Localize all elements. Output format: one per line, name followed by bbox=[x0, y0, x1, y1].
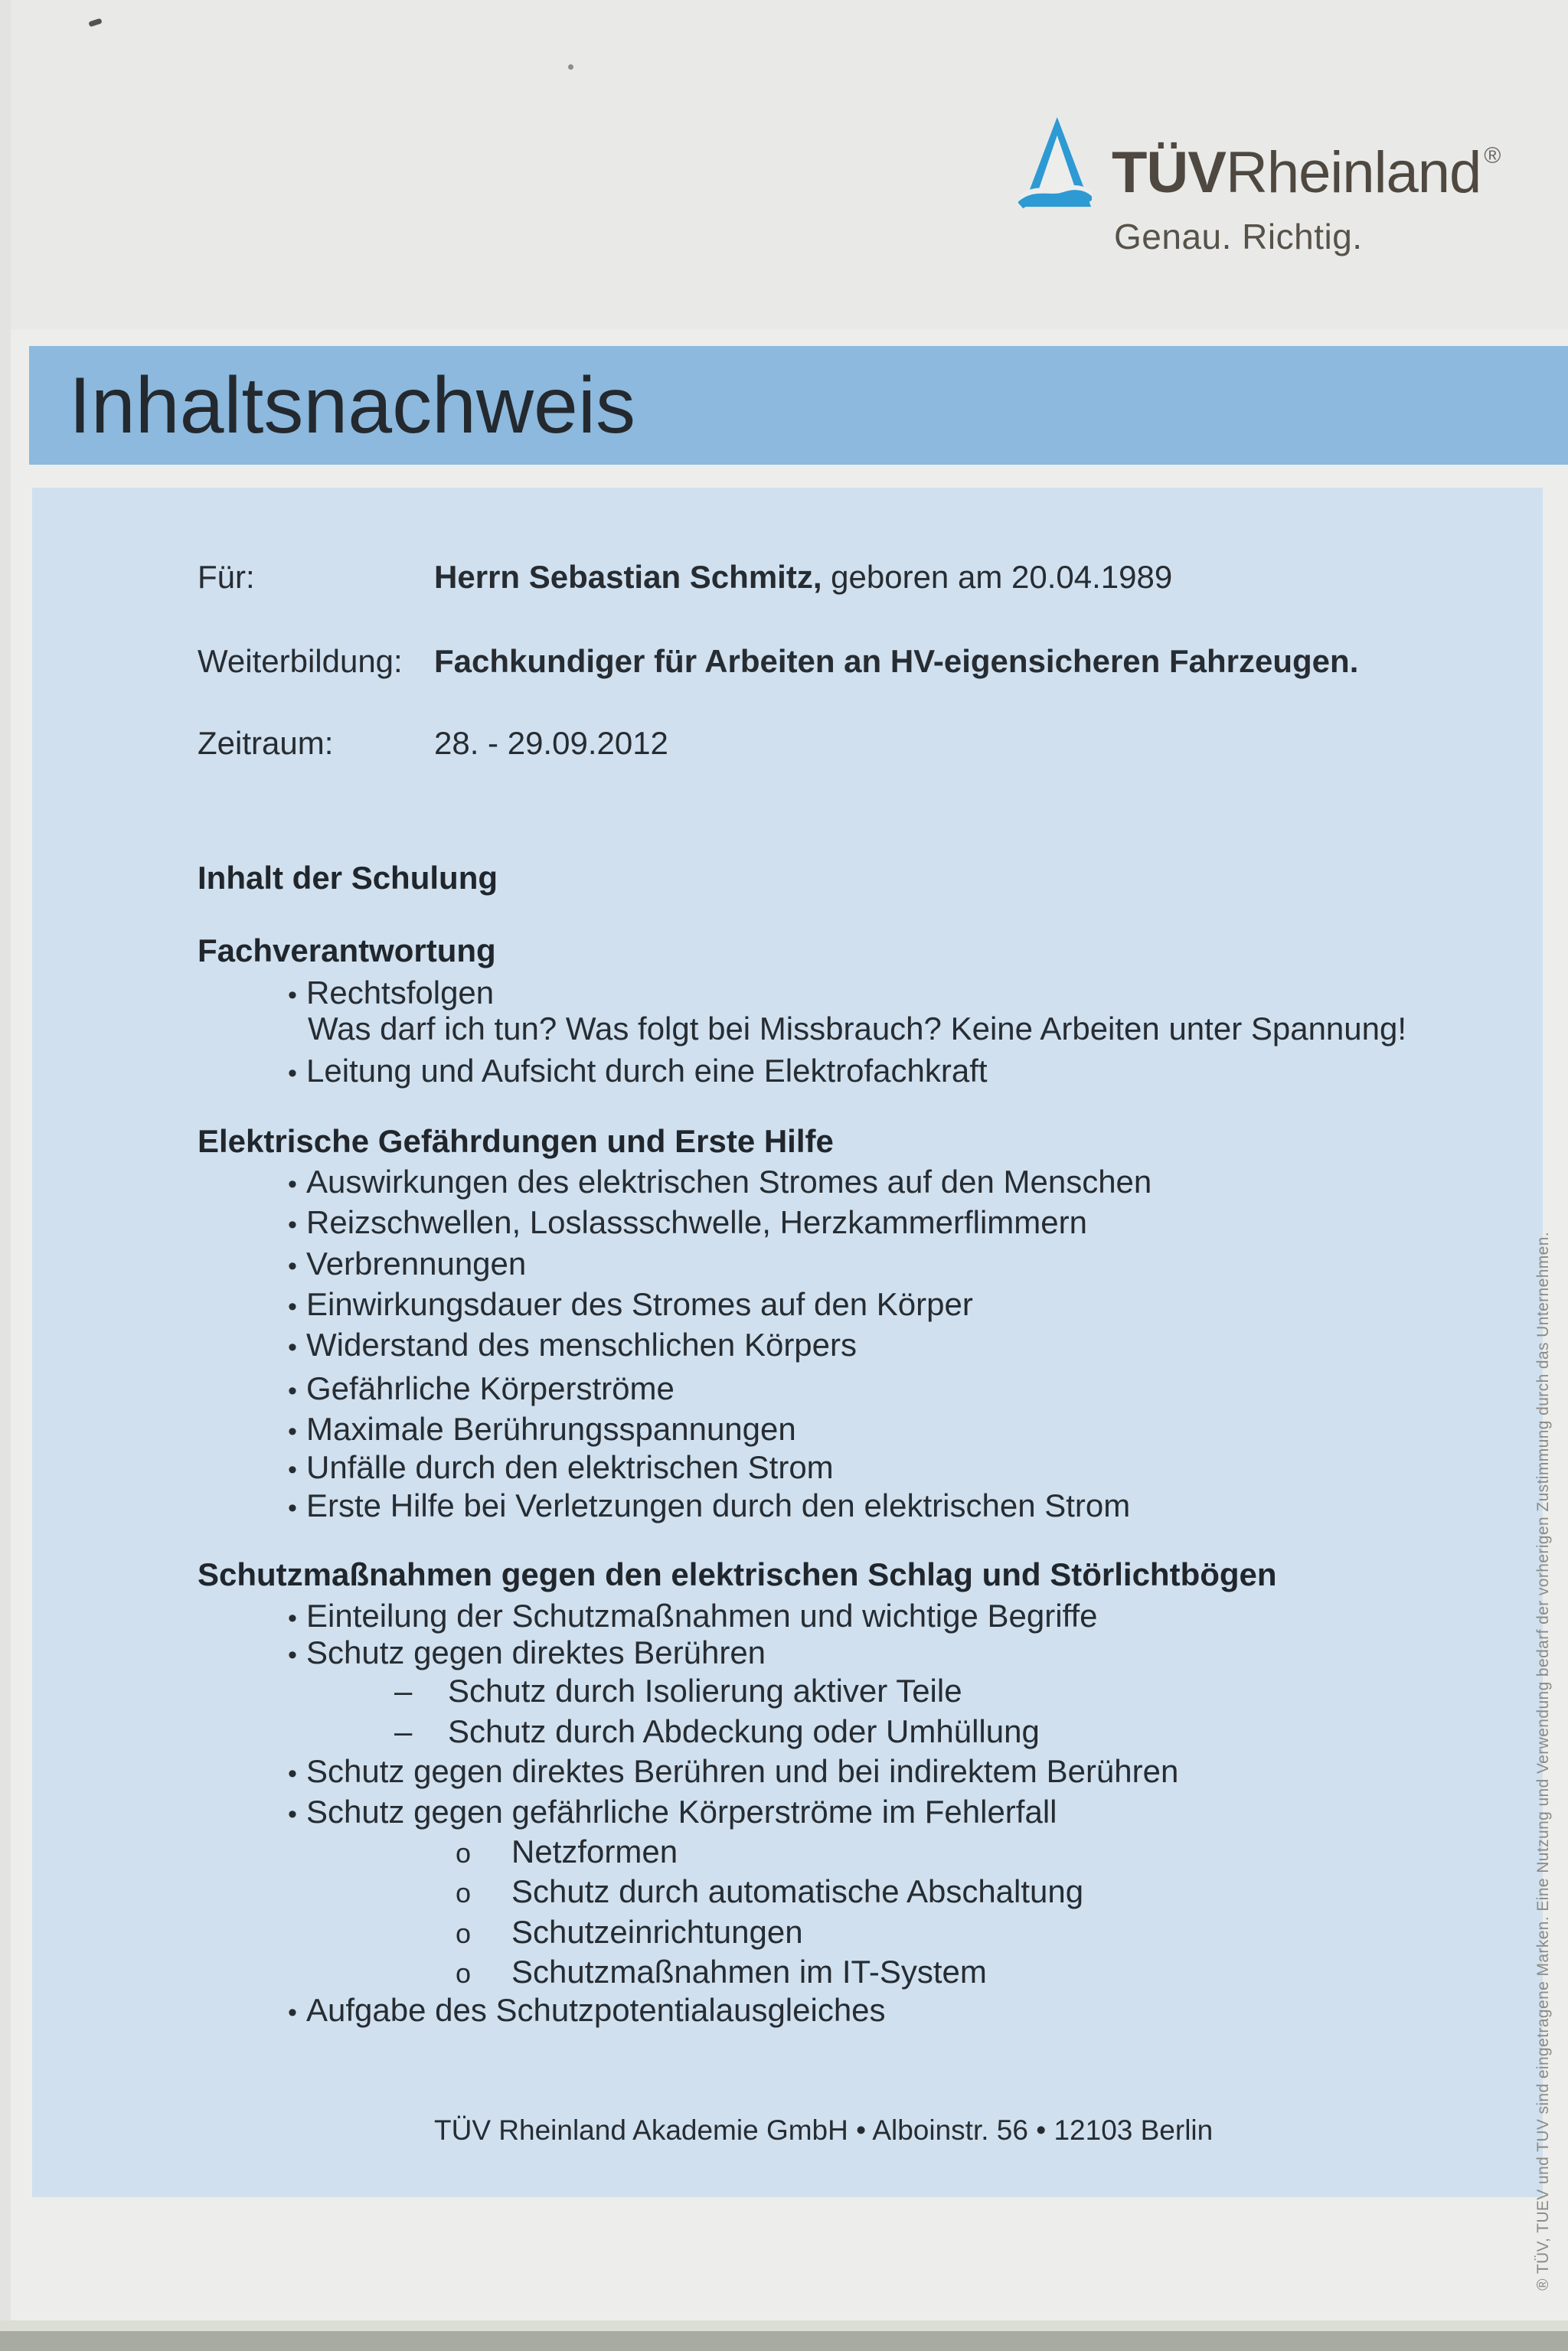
circle-bullet-icon: o bbox=[456, 1837, 472, 1869]
list-item: • Gefährliche Körperströme bbox=[288, 1370, 675, 1406]
bullet-icon: • bbox=[288, 1333, 297, 1362]
recipient-name: Herrn Sebastian Schmitz, bbox=[434, 559, 822, 595]
registered-trademark-icon: ® bbox=[1484, 143, 1501, 168]
list-item: • Verbrennungen bbox=[288, 1246, 527, 1282]
recipient-birthdate: geboren am 20.04.1989 bbox=[822, 559, 1173, 595]
list-item: • Maximale Berührungsspannungen bbox=[288, 1411, 796, 1447]
list-item: • Schutz gegen direktes Berühren und bei indirektem Berühren bbox=[288, 1753, 1179, 1789]
logo-tagline: Genau. Richtig. bbox=[1114, 217, 1363, 256]
meta-value-fuer bbox=[434, 558, 1172, 596]
training-dates: 28. - 29.09.2012 bbox=[434, 725, 668, 761]
bullet-icon: • bbox=[288, 1059, 297, 1088]
list-item: • Aufgabe des Schutzpotentialausgleiches bbox=[288, 1992, 886, 2028]
bullet-icon: • bbox=[288, 1800, 297, 1829]
bullet-icon: • bbox=[288, 1641, 297, 1670]
paper-bottom-shadow bbox=[0, 2320, 1568, 2331]
meta-value-weiterbildung bbox=[434, 642, 1358, 681]
circle-bullet-icon: o bbox=[456, 1877, 472, 1909]
list-item-continuation: Was darf ich tun? Was folgt bei Missbrauch? Keine Arbeiten unter Spannung! bbox=[308, 1011, 1407, 1047]
logo-rheinland-text: Rheinland bbox=[1226, 140, 1481, 205]
sub-list-item: o Netzformen bbox=[456, 1833, 678, 1869]
list-item: • Erste Hilfe bei Verletzungen durch den elektrischen Strom bbox=[288, 1487, 1131, 1523]
list-item: • Schutz gegen direktes Berühren bbox=[288, 1634, 766, 1670]
list-item: • Schutz gegen gefährliche Körperströme im Fehlerfall bbox=[288, 1794, 1057, 1830]
bullet-icon: • bbox=[288, 1494, 297, 1523]
bullet-icon: • bbox=[288, 1210, 297, 1239]
training-title: Fachkundiger für Arbeiten an HV-eigensicheren Fahrzeugen. bbox=[434, 643, 1359, 679]
bullet-icon: • bbox=[288, 981, 297, 1010]
section-heading: Schutzmaßnahmen gegen den elektrischen Schlag und Störlichtbögen bbox=[198, 1556, 1277, 1592]
bullet-icon: • bbox=[288, 1170, 297, 1199]
dash-bullet-icon: – bbox=[394, 1713, 413, 1749]
section-heading: Fachverantwortung bbox=[198, 932, 496, 968]
logo-tuv-text: TÜV bbox=[1112, 140, 1226, 205]
circle-bullet-icon: o bbox=[456, 1918, 472, 1949]
list-item: • Rechtsfolgen bbox=[288, 975, 495, 1011]
sub-list-item: – Schutz durch Isolierung aktiver Teile bbox=[394, 1672, 962, 1710]
list-item: • Einwirkungsdauer des Stromes auf den Körper bbox=[288, 1286, 973, 1322]
dash-bullet-icon: – bbox=[394, 1673, 413, 1709]
list-item: • Widerstand des menschlichen Körpers bbox=[288, 1327, 858, 1363]
list-item: • Auswirkungen des elektrischen Stromes auf den Menschen bbox=[288, 1164, 1152, 1200]
sub-list-item: – Schutz durch Abdeckung oder Umhüllung bbox=[394, 1713, 1040, 1751]
bullet-icon: • bbox=[288, 1998, 297, 2027]
list-item: • Leitung und Aufsicht durch eine Elektrofachkraft bbox=[288, 1053, 988, 1089]
list-item: • Reizschwellen, Loslassschwelle, Herzkammerflimmern bbox=[288, 1204, 1087, 1240]
bullet-icon: • bbox=[288, 1455, 297, 1484]
list-item: • Unfälle durch den elektrischen Strom bbox=[288, 1449, 834, 1485]
sub-list-item: o Schutz durch automatische Abschaltung bbox=[456, 1873, 1084, 1909]
sub-list-item: o Schutzmaßnahmen im IT-System bbox=[456, 1954, 987, 1990]
bullet-icon: • bbox=[288, 1604, 297, 1633]
meta-label-weiterbildung: Weiterbildung: bbox=[198, 643, 403, 679]
tuv-triangle-logo-icon bbox=[1018, 115, 1092, 210]
section-heading: Elektrische Gefährdungen und Erste Hilfe bbox=[198, 1123, 834, 1159]
meta-label-fuer: Für: bbox=[198, 559, 255, 595]
bullet-icon: • bbox=[288, 1252, 297, 1281]
sub-list-item: o Schutzeinrichtungen bbox=[456, 1914, 803, 1950]
bullet-icon: • bbox=[288, 1376, 297, 1406]
table-edge-strip bbox=[0, 2331, 1568, 2351]
meta-value-zeitraum bbox=[434, 724, 668, 762]
logo-wordmark bbox=[1112, 140, 1501, 205]
content-intro-heading: Inhalt der Schulung bbox=[198, 860, 498, 896]
bullet-icon: • bbox=[288, 1417, 297, 1446]
bullet-icon: • bbox=[288, 1759, 297, 1788]
meta-label-zeitraum: Zeitraum: bbox=[198, 725, 334, 761]
bullet-icon: • bbox=[288, 1292, 297, 1321]
page-title: Inhaltsnachweis bbox=[69, 361, 635, 450]
trademark-side-note: ® TÜV, TUEV und TUV sind eingetragene Marken. Eine Nutzung und Verwendung bedarf der vorherigen Zustimmung durch das Unternehmen. bbox=[1534, 1231, 1552, 2291]
photo-left-edge bbox=[0, 0, 11, 2351]
circle-bullet-icon: o bbox=[456, 1958, 472, 1989]
list-item: • Einteilung der Schutzmaßnahmen und wichtige Begriffe bbox=[288, 1598, 1098, 1634]
footer-address: TÜV Rheinland Akademie GmbH • Alboinstr. 56 • 12103 Berlin bbox=[434, 2114, 1214, 2146]
dust-speck-artifact bbox=[568, 64, 573, 70]
